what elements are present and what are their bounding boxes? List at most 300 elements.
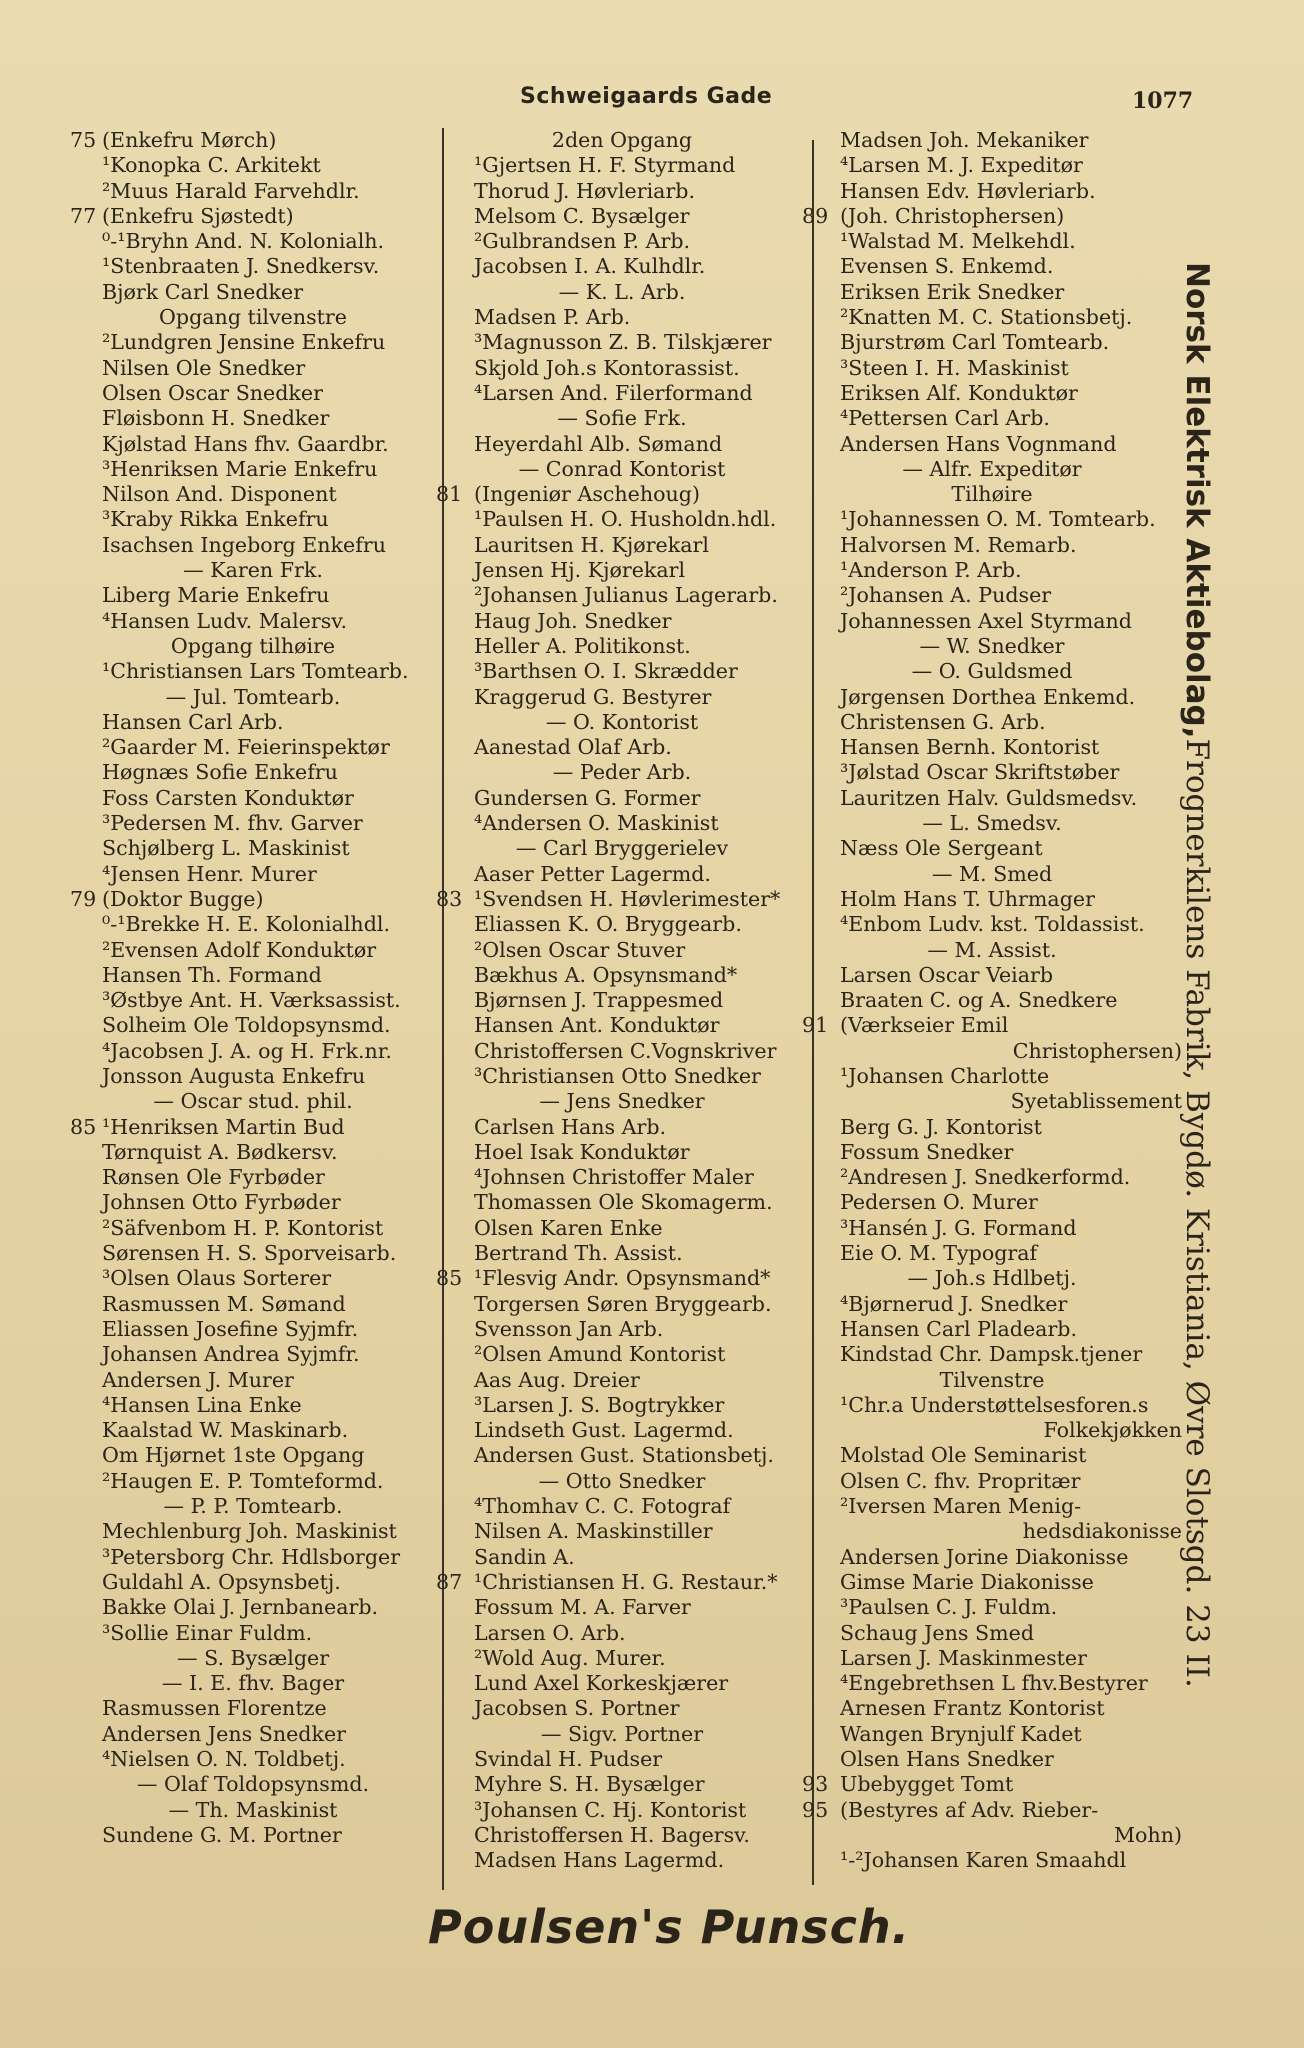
entry-text: Bækhus A. Opsynsmand* xyxy=(474,962,738,987)
indent xyxy=(70,760,102,785)
directory-entry xyxy=(802,305,1182,330)
entry-text: Madsen Joh. Mekaniker xyxy=(840,128,1089,152)
directory-entry xyxy=(436,1545,808,1570)
indent xyxy=(70,229,102,254)
entry-text: — Sigv. Portner xyxy=(540,1721,704,1746)
directory-entry xyxy=(802,1266,1182,1291)
entry-text: — Oscar stud. phil. xyxy=(153,1089,353,1114)
directory-entry xyxy=(436,507,808,532)
indent xyxy=(436,1039,474,1064)
directory-entry xyxy=(436,710,808,735)
indent xyxy=(802,406,840,431)
directory-entry xyxy=(70,1317,436,1342)
directory-entry xyxy=(802,229,1182,254)
indent xyxy=(436,1115,474,1140)
directory-entry xyxy=(70,356,436,381)
indent xyxy=(70,1570,102,1595)
indent xyxy=(802,1494,840,1519)
directory-entry xyxy=(70,128,436,153)
entry-text: — Olaf Toldopsynsmd. xyxy=(136,1772,370,1797)
indent xyxy=(70,1418,102,1443)
directory-entry xyxy=(70,204,436,229)
entry-text: Aas Aug. Dreier xyxy=(474,1367,640,1392)
entry-text: ⁰-¹Bryhn And. N. Kolonialh. xyxy=(102,229,385,254)
indent xyxy=(436,1798,474,1823)
directory-entry xyxy=(436,1190,808,1215)
directory-entry xyxy=(802,1798,1182,1823)
indent xyxy=(436,305,474,330)
entry-text: Svensson Jan Arb. xyxy=(474,1316,664,1341)
indent xyxy=(70,912,102,937)
directory-entry xyxy=(70,1469,436,1494)
directory-entry xyxy=(802,1469,1182,1494)
indent xyxy=(70,1064,102,1089)
entry-text: Fossum M. A. Farver xyxy=(474,1595,691,1620)
indent xyxy=(70,862,102,887)
directory-entry xyxy=(802,1595,1182,1620)
indent xyxy=(802,558,840,583)
entry-text: — Joh.s Hdlbetj. xyxy=(907,1266,1077,1291)
indent xyxy=(802,1190,840,1215)
indent xyxy=(802,280,840,305)
entry-text: ³Barthsen O. I. Skrædder xyxy=(474,659,738,684)
entry-text: ²Gulbrandsen P. Arb. xyxy=(474,229,691,254)
entry-text: ³Petersborg Chr. Hdlsborger xyxy=(102,1544,401,1569)
indent xyxy=(802,330,840,355)
directory-entry xyxy=(70,1115,436,1140)
indent xyxy=(436,1545,474,1570)
directory-entry xyxy=(802,1696,1182,1721)
directory-entry xyxy=(70,1140,436,1165)
indent xyxy=(70,1140,102,1165)
directory-entry xyxy=(70,1747,436,1772)
entry-text: Olsen Oscar Snedker xyxy=(102,380,323,405)
entry-text: Fløisbonn H. Snedker xyxy=(102,406,330,431)
directory-entry xyxy=(802,1848,1182,1873)
directory-entry xyxy=(70,685,436,710)
indent xyxy=(802,710,840,735)
directory-entry xyxy=(436,836,808,861)
directory-entry xyxy=(70,558,436,583)
directory-entry xyxy=(436,735,808,760)
indent xyxy=(802,179,840,204)
directory-entry xyxy=(802,482,1182,507)
indent xyxy=(70,1595,102,1620)
directory-entry xyxy=(802,1115,1182,1140)
indent xyxy=(70,609,102,634)
directory-entry xyxy=(436,912,808,937)
directory-entry xyxy=(802,558,1182,583)
entry-text: Mechlenburg Joh. Maskinist xyxy=(102,1519,397,1544)
entry-text: Olsen Karen Enke xyxy=(474,1215,663,1240)
directory-entry xyxy=(436,330,808,355)
entry-text: ¹Anderson P. Arb. xyxy=(840,558,1022,583)
directory-entry xyxy=(70,659,436,684)
entry-text: — K. L. Arb. xyxy=(558,279,686,304)
directory-entry xyxy=(802,1772,1182,1797)
directory-entry xyxy=(802,457,1182,482)
house-number: 87 xyxy=(436,1569,463,1594)
directory-entry xyxy=(70,179,436,204)
directory-entry xyxy=(70,938,436,963)
indent xyxy=(802,836,840,861)
entry-text: — Karen Frk. xyxy=(183,558,323,583)
indent xyxy=(70,1190,102,1215)
indent xyxy=(70,1545,102,1570)
directory-entry xyxy=(436,786,808,811)
directory-entry xyxy=(70,1595,436,1620)
directory-entry xyxy=(436,583,808,608)
indent xyxy=(436,1064,474,1089)
directory-entry xyxy=(436,1621,808,1646)
directory-entry xyxy=(436,1772,808,1797)
entry-text: ⁴Nielsen O. N. Toldbetj. xyxy=(102,1747,346,1771)
directory-entry xyxy=(70,1696,436,1721)
entry-text: Hansen Carl Pladearb. xyxy=(840,1316,1078,1341)
directory-entry xyxy=(436,685,808,710)
indent xyxy=(70,836,102,861)
entry-text: ¹Walstad M. Melkehdl. xyxy=(840,229,1076,254)
entry-text: Hansen Ant. Konduktør xyxy=(474,1013,720,1038)
directory-entry xyxy=(70,330,436,355)
directory-entry xyxy=(802,1165,1182,1190)
entry-text: ¹Henriksen Martin Bud xyxy=(102,1114,345,1139)
entry-text: ²Gaarder M. Feierinspektør xyxy=(102,735,390,760)
directory-entry xyxy=(802,1216,1182,1241)
directory-entry xyxy=(70,786,436,811)
directory-entry xyxy=(436,1595,808,1620)
directory-entry xyxy=(70,432,436,457)
directory-entry xyxy=(802,1646,1182,1671)
entry-text: ²Olsen Amund Kontorist xyxy=(474,1342,726,1367)
directory-entry xyxy=(70,1292,436,1317)
entry-text: Opgang tilhøire xyxy=(170,633,336,658)
directory-entry xyxy=(802,179,1182,204)
entry-text: Johansen Andrea Syjmfr. xyxy=(102,1342,360,1367)
indent xyxy=(802,1722,840,1747)
entry-text: ³Johansen C. Hj. Kontorist xyxy=(474,1797,747,1822)
entry-text: — M. Smed xyxy=(931,861,1053,886)
directory-entry xyxy=(436,811,808,836)
directory-entry xyxy=(802,330,1182,355)
indent xyxy=(70,735,102,760)
indent xyxy=(802,1342,840,1367)
directory-entry xyxy=(436,963,808,988)
entry-text: Sørensen H. S. Sporveisarb. xyxy=(102,1241,397,1266)
directory-entry xyxy=(70,1418,436,1443)
directory-entry xyxy=(436,128,808,153)
entry-text: Ubebygget Tomt xyxy=(840,1772,1014,1797)
indent xyxy=(70,1013,102,1038)
directory-entry xyxy=(70,1671,436,1696)
indent xyxy=(802,760,840,785)
indent xyxy=(436,153,474,178)
directory-entry xyxy=(436,406,808,431)
directory-entry xyxy=(802,1519,1182,1544)
entry-text: Eriksen Alf. Konduktør xyxy=(840,380,1078,405)
advertiser-address: Frognerkilens Fabrik, Bygdø. Kristiania, Øvre Slotsgd. 23 II. xyxy=(1179,738,1215,1688)
directory-entry xyxy=(70,229,436,254)
entry-text: hedsdiakonisse xyxy=(1022,1519,1182,1544)
entry-text: Tilvenstre xyxy=(939,1367,1045,1392)
indent xyxy=(436,204,474,229)
indent xyxy=(70,1292,102,1317)
entry-text: Sundene G. M. Portner xyxy=(102,1822,342,1847)
directory-column-1 xyxy=(70,128,436,1848)
entry-text: Kaalstad W. Maskinarb. xyxy=(102,1418,349,1443)
entry-text: Aaser Petter Lagermd. xyxy=(474,861,711,886)
entry-text: ²Johansen Julianus Lagerarb. xyxy=(474,583,778,608)
directory-entry xyxy=(802,1621,1182,1646)
indent xyxy=(802,1646,840,1671)
entry-text: — Jul. Tomtearb. xyxy=(165,684,341,709)
directory-entry xyxy=(70,381,436,406)
entry-text: Isachsen Ingeborg Enkefru xyxy=(102,532,386,557)
directory-entry xyxy=(802,912,1182,937)
entry-text: ³Henriksen Marie Enkefru xyxy=(102,456,378,481)
entry-text: Hansen Bernh. Kontorist xyxy=(840,735,1100,760)
entry-text: — S. Bysælger xyxy=(176,1645,330,1670)
indent xyxy=(436,1621,474,1646)
directory-entry xyxy=(802,609,1182,634)
directory-entry xyxy=(802,406,1182,431)
indent xyxy=(436,862,474,887)
directory-entry xyxy=(436,988,808,1013)
indent xyxy=(436,938,474,963)
indent xyxy=(70,1696,102,1721)
indent xyxy=(70,1823,102,1848)
directory-entry xyxy=(436,153,808,178)
indent xyxy=(802,912,840,937)
indent xyxy=(436,1292,474,1317)
entry-text: — Sofie Frk. xyxy=(557,406,687,431)
directory-entry xyxy=(802,786,1182,811)
indent xyxy=(802,153,840,178)
entry-text: Myhre S. H. Bysælger xyxy=(474,1772,705,1797)
indent xyxy=(70,179,102,204)
indent xyxy=(70,1393,102,1418)
indent xyxy=(70,507,102,532)
entry-text: Eriksen Erik Snedker xyxy=(840,279,1065,304)
indent xyxy=(436,1848,474,1873)
directory-entry xyxy=(436,634,808,659)
indent xyxy=(802,988,840,1013)
indent xyxy=(70,811,102,836)
indent xyxy=(70,1039,102,1064)
indent xyxy=(436,912,474,937)
indent xyxy=(436,1317,474,1342)
indent xyxy=(70,153,102,178)
entry-text: Bertrand Th. Assist. xyxy=(474,1241,683,1266)
directory-entry xyxy=(802,1140,1182,1165)
entry-text: Jonsson Augusta Enkefru xyxy=(102,1063,366,1088)
directory-entry xyxy=(436,1393,808,1418)
indent xyxy=(436,786,474,811)
directory-entry xyxy=(70,1342,436,1367)
page-header xyxy=(0,80,1304,120)
entry-text: Larsen Oscar Veiarb xyxy=(840,962,1054,987)
entry-text: Arnesen Frantz Kontorist xyxy=(840,1696,1105,1721)
indent xyxy=(802,1848,840,1873)
entry-text: Bjørk Carl Snedker xyxy=(102,279,304,304)
directory-entry xyxy=(70,1064,436,1089)
indent xyxy=(70,254,102,279)
indent xyxy=(436,1823,474,1848)
directory-entry xyxy=(70,406,436,431)
indent xyxy=(70,1216,102,1241)
entry-text: (Enkefru Mørch) xyxy=(102,128,277,152)
indent xyxy=(70,432,102,457)
entry-text: Folkekjøkken xyxy=(1043,1418,1182,1443)
entry-text: (Bestyres af Adv. Rieber- xyxy=(840,1797,1099,1822)
indent xyxy=(70,1241,102,1266)
directory-entry xyxy=(436,1798,808,1823)
entry-text: Olsen C. fhv. Propritær xyxy=(840,1468,1081,1493)
entry-text: ²Wold Aug. Murer. xyxy=(474,1645,666,1670)
entry-text: Wangen Brynjulf Kadet xyxy=(840,1721,1082,1746)
directory-entry xyxy=(436,1317,808,1342)
directory-entry xyxy=(436,1646,808,1671)
indent xyxy=(802,1064,840,1089)
directory-entry xyxy=(436,1747,808,1772)
entry-text: ⁴Jacobsen J. A. og H. Frk.nr. xyxy=(102,1038,392,1063)
entry-text: ¹Christiansen Lars Tomtearb. xyxy=(102,659,409,684)
indent xyxy=(436,1190,474,1215)
indent xyxy=(436,533,474,558)
entry-text: ³Hansén J. G. Formand xyxy=(840,1215,1077,1240)
entry-text: Lauritsen H. Kjørekarl xyxy=(474,532,709,557)
entry-text: (Ingeniør Aschehoug) xyxy=(474,482,701,507)
directory-entry xyxy=(70,1393,436,1418)
directory-entry xyxy=(70,1165,436,1190)
entry-text: Braaten C. og A. Snedkere xyxy=(840,988,1118,1013)
indent xyxy=(436,1165,474,1190)
entry-text: ²Evensen Adolf Konduktør xyxy=(102,937,377,962)
indent xyxy=(436,1646,474,1671)
indent xyxy=(436,507,474,532)
entry-text: Syetablissement xyxy=(1010,1089,1182,1114)
indent xyxy=(70,659,102,684)
indent xyxy=(436,356,474,381)
directory-entry xyxy=(70,1190,436,1215)
directory-entry xyxy=(802,280,1182,305)
house-number: 89 xyxy=(802,203,829,228)
entry-text: Christoffersen H. Bagersv. xyxy=(474,1822,750,1847)
indent xyxy=(70,1165,102,1190)
indent xyxy=(436,1671,474,1696)
directory-entry xyxy=(70,710,436,735)
indent xyxy=(436,1772,474,1797)
entry-text: Bakke Olai J. Jernbanearb. xyxy=(102,1595,379,1620)
indent xyxy=(436,1418,474,1443)
directory-entry xyxy=(802,1013,1182,1038)
indent xyxy=(436,1393,474,1418)
entry-text: Christensen G. Arb. xyxy=(840,709,1046,734)
indent xyxy=(436,735,474,760)
entry-text: Gundersen G. Former xyxy=(474,785,701,810)
directory-entry xyxy=(70,1621,436,1646)
entry-text: ¹Flesvig Andr. Opsynsmand* xyxy=(474,1266,771,1291)
directory-column-3 xyxy=(802,128,1182,1873)
directory-entry xyxy=(70,1545,436,1570)
entry-text: Andersen Gust. Stationsbetj. xyxy=(474,1443,774,1468)
entry-text: 2den Opgang xyxy=(551,128,693,152)
directory-entry xyxy=(436,1418,808,1443)
entry-text: Molstad Ole Seminarist xyxy=(840,1443,1087,1468)
entry-text: Opgang tilvenstre xyxy=(159,305,347,330)
entry-text: Larsen O. Arb. xyxy=(474,1620,626,1645)
entry-text: ⁴Johnsen Christoffer Maler xyxy=(474,1165,754,1190)
indent xyxy=(802,1317,840,1342)
directory-entry xyxy=(802,1089,1182,1114)
directory-entry xyxy=(70,1013,436,1038)
directory-entry xyxy=(436,760,808,785)
indent xyxy=(70,1368,102,1393)
directory-entry xyxy=(802,1443,1182,1468)
entry-text: ³Østbye Ant. H. Værksassist. xyxy=(102,988,401,1013)
entry-text: Jacobsen S. Portner xyxy=(474,1696,680,1721)
entry-text: Foss Carsten Konduktør xyxy=(102,785,354,810)
directory-entry xyxy=(436,533,808,558)
entry-text: Hoel Isak Konduktør xyxy=(474,1139,690,1164)
directory-entry xyxy=(802,1671,1182,1696)
indent xyxy=(70,583,102,608)
entry-text: — I. E. fhv. Bager xyxy=(161,1671,345,1696)
indent xyxy=(436,1013,474,1038)
indent xyxy=(802,533,840,558)
directory-entry xyxy=(70,735,436,760)
indent xyxy=(436,558,474,583)
indent xyxy=(436,179,474,204)
indent xyxy=(802,507,840,532)
directory-entry xyxy=(802,128,1182,153)
directory-entry xyxy=(802,1342,1182,1367)
indent xyxy=(70,381,102,406)
entry-text: — W. Snedker xyxy=(919,633,1065,658)
indent xyxy=(802,1595,840,1620)
directory-entry xyxy=(802,735,1182,760)
directory-entry xyxy=(436,1241,808,1266)
entry-text: Christophersen) xyxy=(1012,1038,1182,1063)
entry-text: Carlsen Hans Arb. xyxy=(474,1114,667,1139)
page-number: 1077 xyxy=(1132,88,1194,114)
directory-entry xyxy=(802,1393,1182,1418)
entry-text: Larsen J. Maskinmester xyxy=(840,1645,1087,1670)
entry-text: Fossum Snedker xyxy=(840,1139,1014,1164)
indent xyxy=(436,1443,474,1468)
indent xyxy=(802,1241,840,1266)
indent xyxy=(70,1266,102,1291)
entry-text: (Værkseier Emil xyxy=(840,1013,1009,1038)
indent xyxy=(436,1696,474,1721)
indent xyxy=(436,609,474,634)
directory-entry xyxy=(436,254,808,279)
entry-text: ⁴Larsen And. Filerformand xyxy=(474,380,753,405)
indent xyxy=(436,432,474,457)
directory-entry xyxy=(436,1519,808,1544)
indent xyxy=(70,988,102,1013)
directory-entry xyxy=(436,1064,808,1089)
directory-entry xyxy=(70,1646,436,1671)
directory-entry xyxy=(436,862,808,887)
entry-text: Torgersen Søren Bryggearb. xyxy=(474,1291,772,1316)
indent xyxy=(436,988,474,1013)
entry-text: Lauritzen Halv. Guldsmedsv. xyxy=(840,785,1138,810)
indent xyxy=(436,634,474,659)
entry-text: ⁴Hansen Ludv. Malersv. xyxy=(102,608,348,633)
indent xyxy=(436,1140,474,1165)
directory-entry xyxy=(436,1266,808,1291)
